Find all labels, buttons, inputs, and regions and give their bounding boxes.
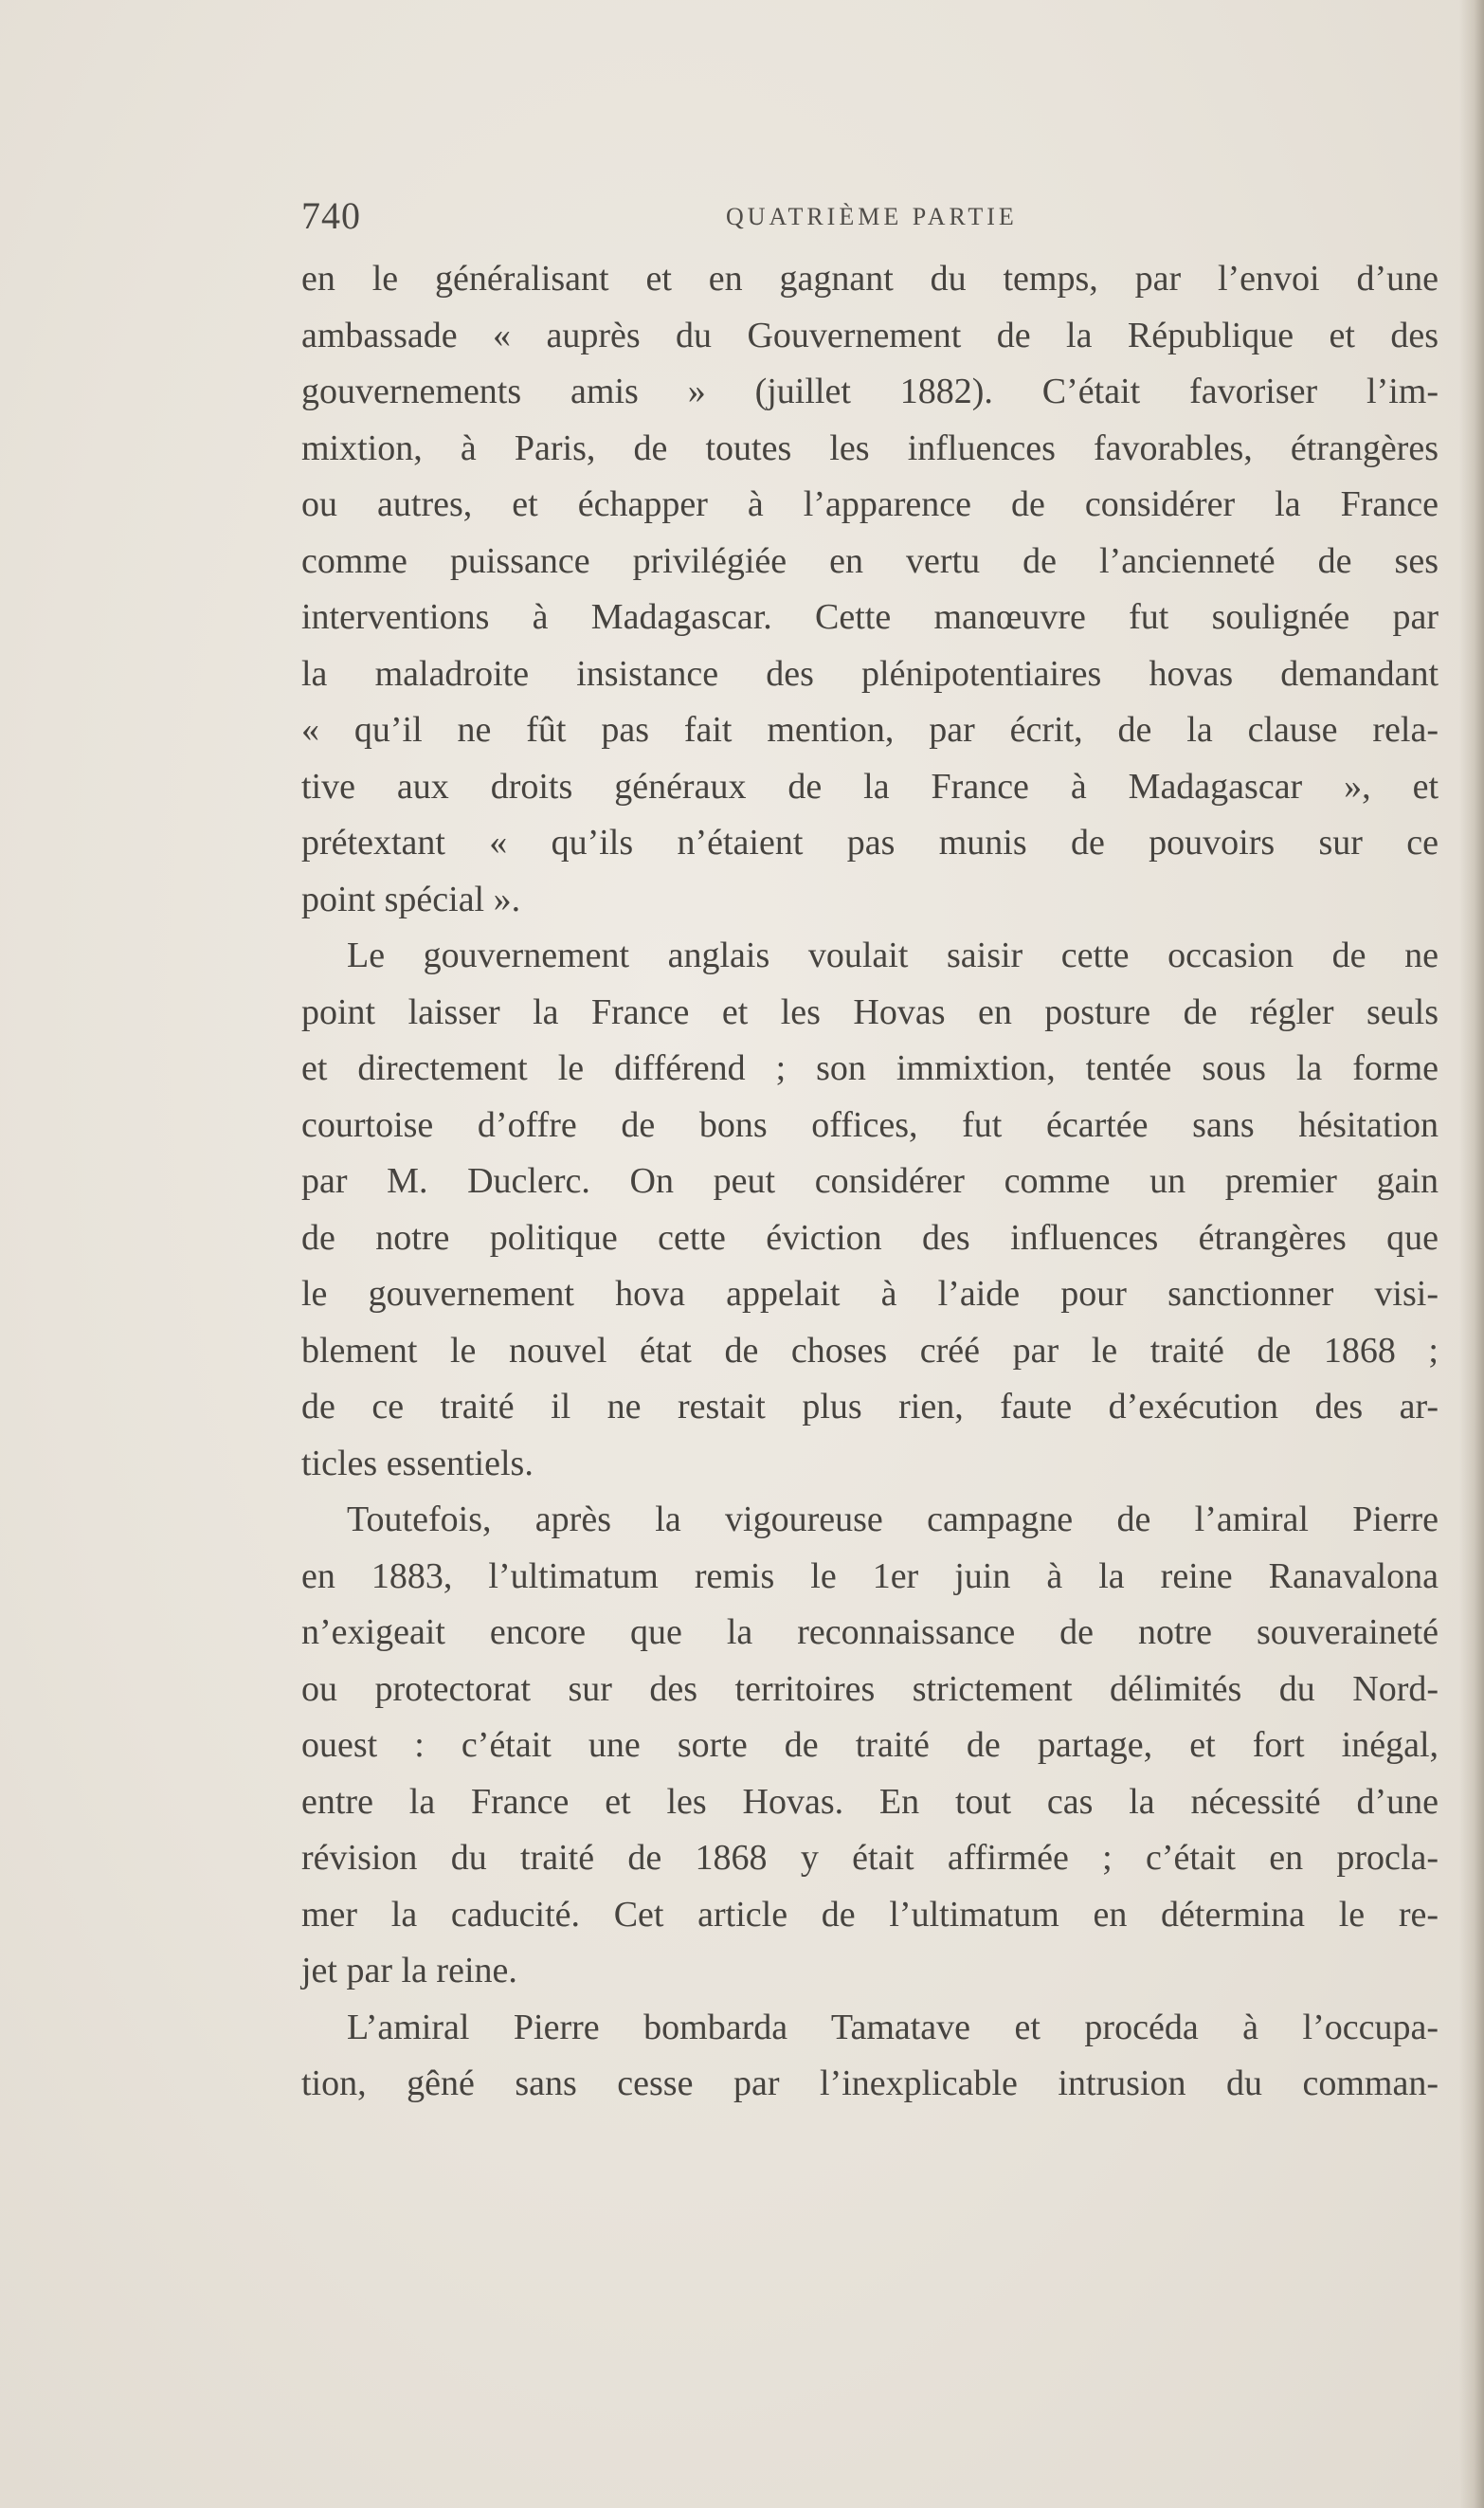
text-line: courtoise d’offre de bons offices, fut écartée sans hésitation [301,1104,1439,1145]
page-edge-shadow [1459,0,1484,2508]
text-line: comme puissance privilégiée en vertu de l’ancienneté de ses [301,540,1439,581]
text-line: point laisser la France et les Hovas en posture de régler seuls [301,991,1439,1032]
text-line: blement le nouvel état de choses créé par le traité de 1868 ; [301,1330,1439,1371]
page-number: 740 [301,194,361,237]
text-line: gouvernements amis » (juillet 1882). C’était favoriser l’im- [301,372,1439,411]
text-line: et directement le différend ; son immixtion, tentée sous la forme [301,1048,1439,1088]
text-line: ou autres, et échapper à l’apparence de considérer la France [301,484,1439,524]
paragraph-start-line: Toutefois, après la vigoureuse campagne de l’amiral Pierre [347,1499,1439,1539]
text-line: prétextant « qu’ils n’étaient pas munis de pouvoirs sur ce [301,823,1439,863]
text-line: révision du traité de 1868 y était affirmée ; c’était en procla- [301,1838,1439,1878]
body-text [301,251,1439,2113]
text-line: tive aux droits généraux de la France à Madagascar », et [301,766,1439,807]
text-line: point spécial ». [301,879,521,919]
text-line: en le généralisant et en gagnant du temps, par l’envoi d’une [301,259,1439,299]
text-line: interventions à Madagascar. Cette manœuvre fut soulignée par [301,597,1439,637]
text-line: en 1883, l’ultimatum remis le 1er juin à la reine Ranavalona [301,1555,1439,1596]
running-title: QUATRIÈME PARTIE [726,203,1018,230]
text-line: de ce traité il ne restait plus rien, faute d’exécution des ar- [301,1387,1439,1427]
text-line: mer la caducité. Cet article de l’ultimatum en détermina le re- [301,1894,1439,1935]
text-line: le gouvernement hova appelait à l’aide pour sanctionner visi- [301,1274,1439,1314]
text-line: entre la France et les Hovas. En tout cas la nécessité d’une [301,1781,1439,1822]
text-line: de notre politique cette éviction des influences étrangères que [301,1217,1439,1258]
text-line: par M. Duclerc. On peut considérer comme un premier gain [301,1161,1439,1201]
text-line: ambassade « auprès du Gouvernement de la République et des [301,315,1439,355]
text-line: ou protectorat sur des territoires strictement délimités du Nord- [301,1668,1439,1709]
text-line: jet par la reine. [301,1951,517,1990]
text-line: « qu’il ne fût pas fait mention, par écrit, de la clause rela- [301,710,1439,750]
text-line: ticles essentiels. [301,1443,534,1483]
text-line: n’exigeait encore que la reconnaissance de notre souveraineté [301,1612,1439,1652]
paragraph-start-line: Le gouvernement anglais voulait saisir cette occasion de ne [347,936,1439,975]
text-line: tion, gêné sans cesse par l’inexplicable intrusion du comman- [301,2063,1439,2103]
text-line: la maladroite insistance des plénipotentiaires hovas demandant [301,653,1439,694]
text-line: ouest : c’était une sorte de traité de partage, et fort inégal, [301,1725,1439,1765]
text-line: mixtion, à Paris, de toutes les influences favorables, étrangères [301,427,1439,468]
page-header [301,193,1439,243]
paragraph-start-line: L’amiral Pierre bombarda Tamatave et procéda à l’occupa- [347,2007,1439,2047]
